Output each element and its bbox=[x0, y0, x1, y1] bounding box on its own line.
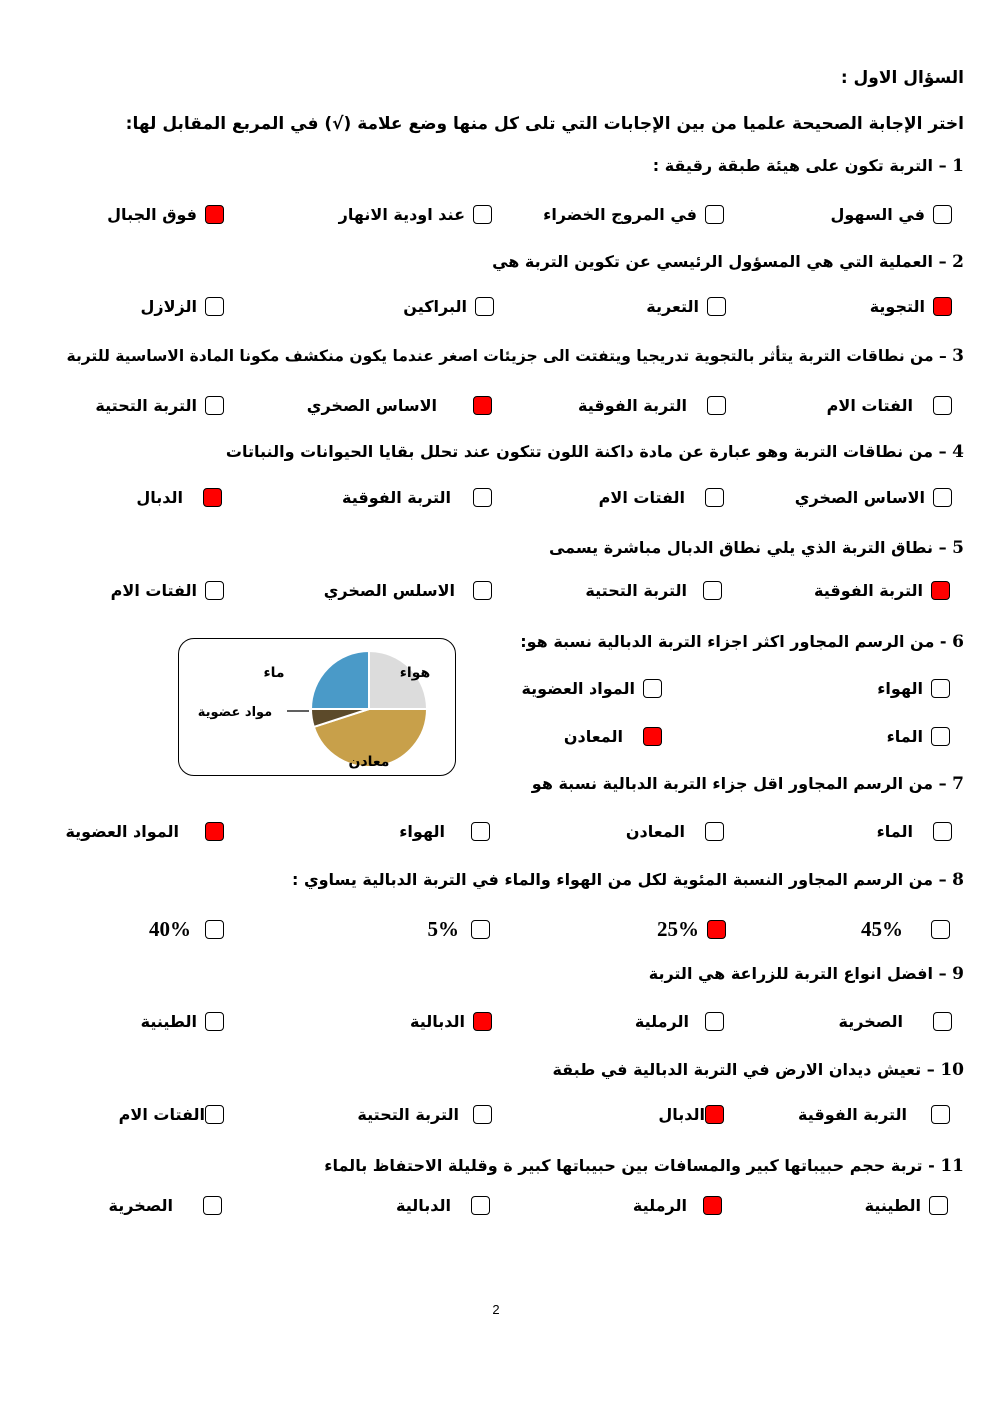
question-2: 2 – العملية التي هي المسؤول الرئيسي عن تكوين التربة هي bbox=[492, 252, 964, 272]
checkbox[interactable] bbox=[203, 1196, 222, 1215]
q9-option-3[interactable]: الدبالية bbox=[402, 1012, 492, 1031]
q11-option-4[interactable]: الصخرية bbox=[101, 1196, 222, 1215]
question-11: 11 - تربة حجم حبيباتها كبير والمسافات بين حبيباتها كبير ة وقليلة الاحتفاظ بالماء bbox=[324, 1156, 964, 1176]
checkbox[interactable] bbox=[933, 488, 952, 507]
question-7: 7 – من الرسم المجاور اقل جزاء التربة الدبالية نسبة هو bbox=[531, 774, 964, 794]
q5-option-3[interactable]: الاسلس الصخري bbox=[316, 581, 492, 600]
q6-option-4[interactable]: المعادن bbox=[556, 727, 662, 746]
checkbox-checked[interactable] bbox=[703, 1196, 722, 1215]
question-3: 3 – من نطاقات التربة يتأثر بالتجوية تدريجيا ويتفتت الى جزيئات اصغر عندما يكون منكشف مكونا المادة الاساسية للتربة bbox=[66, 346, 964, 366]
checkbox[interactable] bbox=[931, 727, 950, 746]
q7-option-4[interactable]: المواد العضوية bbox=[57, 822, 224, 841]
q1-option-3[interactable]: عند اودية الانهار bbox=[331, 205, 492, 224]
question-9: 9 – افضل انواع التربة للزراعة هي التربة bbox=[648, 964, 964, 984]
q2-option-4[interactable]: الزلازل bbox=[133, 297, 224, 316]
checkbox[interactable] bbox=[705, 488, 724, 507]
q7-option-1[interactable]: الماء bbox=[869, 822, 952, 841]
question-8: 8 – من الرسم المجاور النسبة المئوية لكل من الهواء والماء في التربة الدبالية يساوي : bbox=[291, 870, 964, 890]
q8-option-1[interactable]: 45% bbox=[853, 917, 950, 942]
question-5: 5 – نطاق التربة الذي يلي نطاق الدبال مباشرة يسمى bbox=[548, 538, 964, 558]
checkbox[interactable] bbox=[933, 822, 952, 841]
q5-option-2[interactable]: التربة التحتية bbox=[577, 581, 722, 600]
q6-option-2[interactable]: المواد العضوية bbox=[513, 679, 662, 698]
q6-option-1[interactable]: الهواء bbox=[869, 679, 950, 698]
pie-chart bbox=[179, 639, 457, 777]
checkbox-checked[interactable] bbox=[205, 822, 224, 841]
checkbox[interactable] bbox=[933, 396, 952, 415]
checkbox[interactable] bbox=[707, 297, 726, 316]
checkbox-checked[interactable] bbox=[933, 297, 952, 316]
q8-option-3[interactable]: 5% bbox=[420, 917, 491, 942]
checkbox[interactable] bbox=[705, 205, 724, 224]
checkbox-checked[interactable] bbox=[473, 396, 492, 415]
checkbox[interactable] bbox=[205, 1012, 224, 1031]
checkbox[interactable] bbox=[471, 822, 490, 841]
checkbox[interactable] bbox=[705, 1012, 724, 1031]
checkbox[interactable] bbox=[931, 679, 950, 698]
q3-option-3[interactable]: الاساس الصخري bbox=[299, 396, 492, 415]
q11-option-2b[interactable]: الدبالية bbox=[388, 1196, 490, 1215]
checkbox[interactable] bbox=[473, 1105, 492, 1124]
checkbox[interactable] bbox=[205, 1105, 224, 1124]
q9-option-4[interactable]: الطينية bbox=[133, 1012, 224, 1031]
checkbox[interactable] bbox=[931, 920, 950, 939]
q11-option-1[interactable]: الطينية bbox=[857, 1196, 948, 1215]
checkbox[interactable] bbox=[473, 205, 492, 224]
checkbox[interactable] bbox=[205, 297, 224, 316]
q9-option-1[interactable]: الصخرية bbox=[831, 1012, 952, 1031]
label-minerals: معادن bbox=[348, 754, 390, 770]
page-number: 2 bbox=[492, 1302, 500, 1317]
q9-option-2[interactable]: الرملية bbox=[627, 1012, 724, 1031]
checkbox-checked[interactable] bbox=[931, 581, 950, 600]
pie-chart-frame bbox=[178, 638, 456, 776]
checkbox[interactable] bbox=[707, 396, 726, 415]
question-10: 10 – تعيش ديدان الارض في التربة الدبالية في طبقة bbox=[552, 1060, 964, 1080]
checkbox-checked[interactable] bbox=[203, 488, 222, 507]
question-6: 6 - من الرسم المجاور اكثر اجزاء التربة الدبالية نسبة هو: bbox=[520, 632, 964, 652]
q7-option-3[interactable]: الهواء bbox=[391, 822, 490, 841]
q10-option-3[interactable]: التربة التحتية bbox=[349, 1105, 492, 1124]
checkbox[interactable] bbox=[933, 1012, 952, 1031]
checkbox[interactable] bbox=[929, 1196, 948, 1215]
q8-option-4[interactable]: 40% bbox=[141, 917, 224, 942]
q2-option-1[interactable]: التجوية bbox=[862, 297, 952, 316]
q11-option-2[interactable]: الرملية bbox=[625, 1196, 722, 1215]
label-air: هواء bbox=[399, 665, 431, 681]
q6-option-3[interactable]: الماء bbox=[879, 727, 950, 746]
checkbox[interactable] bbox=[473, 488, 492, 507]
question-1: 1 – التربة تكون على هيئة طبقة رقيقة : bbox=[652, 156, 964, 176]
q8-option-2[interactable]: 25% bbox=[649, 917, 726, 942]
q4-option-1[interactable]: الاساس الصخري bbox=[787, 488, 952, 507]
checkbox[interactable] bbox=[703, 581, 722, 600]
q3-option-1[interactable]: الفتات الام bbox=[819, 396, 952, 415]
checkbox[interactable] bbox=[471, 920, 490, 939]
checkbox[interactable] bbox=[205, 396, 224, 415]
q2-option-3[interactable]: البراكين bbox=[395, 297, 494, 316]
checkbox[interactable] bbox=[643, 679, 662, 698]
checkbox[interactable] bbox=[205, 920, 224, 939]
q3-option-4[interactable]: التربة التحتية bbox=[87, 396, 224, 415]
q10-option-2[interactable]: الدبال bbox=[650, 1105, 724, 1124]
checkbox[interactable] bbox=[705, 822, 724, 841]
label-water: ماء bbox=[263, 665, 285, 681]
q5-option-1[interactable]: التربة الفوقية bbox=[806, 581, 950, 600]
checkbox[interactable] bbox=[931, 1105, 950, 1124]
checkbox-checked[interactable] bbox=[205, 205, 224, 224]
checkbox[interactable] bbox=[475, 297, 494, 316]
checkbox-checked[interactable] bbox=[705, 1105, 724, 1124]
q10-option-1[interactable]: التربة الفوقية bbox=[790, 1105, 950, 1124]
checkbox[interactable] bbox=[933, 205, 952, 224]
q1-option-1[interactable]: في السهول bbox=[823, 205, 952, 224]
checkbox-checked[interactable] bbox=[473, 1012, 492, 1031]
question-4: 4 – من نطاقات التربة وهو عبارة عن مادة داكنة اللون تتكون عند تحلل بقايا الحيوانات والنباتات bbox=[225, 442, 964, 462]
q4-option-3[interactable]: التربة الفوقية bbox=[334, 488, 492, 507]
checkbox-checked[interactable] bbox=[707, 920, 726, 939]
q1-option-2[interactable]: في المروج الخضراء bbox=[535, 205, 724, 224]
q4-option-4[interactable]: الدبال bbox=[128, 488, 222, 507]
checkbox[interactable] bbox=[205, 581, 224, 600]
q7-option-2[interactable]: المعادن bbox=[618, 822, 724, 841]
checkbox-checked[interactable] bbox=[643, 727, 662, 746]
q2-option-2[interactable]: التعرية bbox=[638, 297, 726, 316]
q5-option-4[interactable]: الفتات الام bbox=[103, 581, 224, 600]
checkbox[interactable] bbox=[471, 1196, 490, 1215]
instruction-text: اختر الإجابة الصحيحة علميا من بين الإجابات التي تلى كل منها وضع علامة (√) في المربع المقابل لها: bbox=[125, 114, 964, 134]
q4-option-2[interactable]: الفتات الام bbox=[591, 488, 724, 507]
q10-option-4[interactable]: الفتات الام bbox=[111, 1105, 224, 1124]
pie-slice-2 bbox=[311, 651, 369, 709]
section-title: السؤال الاول : bbox=[840, 68, 964, 88]
q3-option-2[interactable]: التربة الفوقية bbox=[570, 396, 726, 415]
label-organic: مواد عضوية bbox=[197, 705, 273, 720]
checkbox[interactable] bbox=[473, 581, 492, 600]
q1-option-4[interactable]: فوق الجبال bbox=[99, 205, 224, 224]
